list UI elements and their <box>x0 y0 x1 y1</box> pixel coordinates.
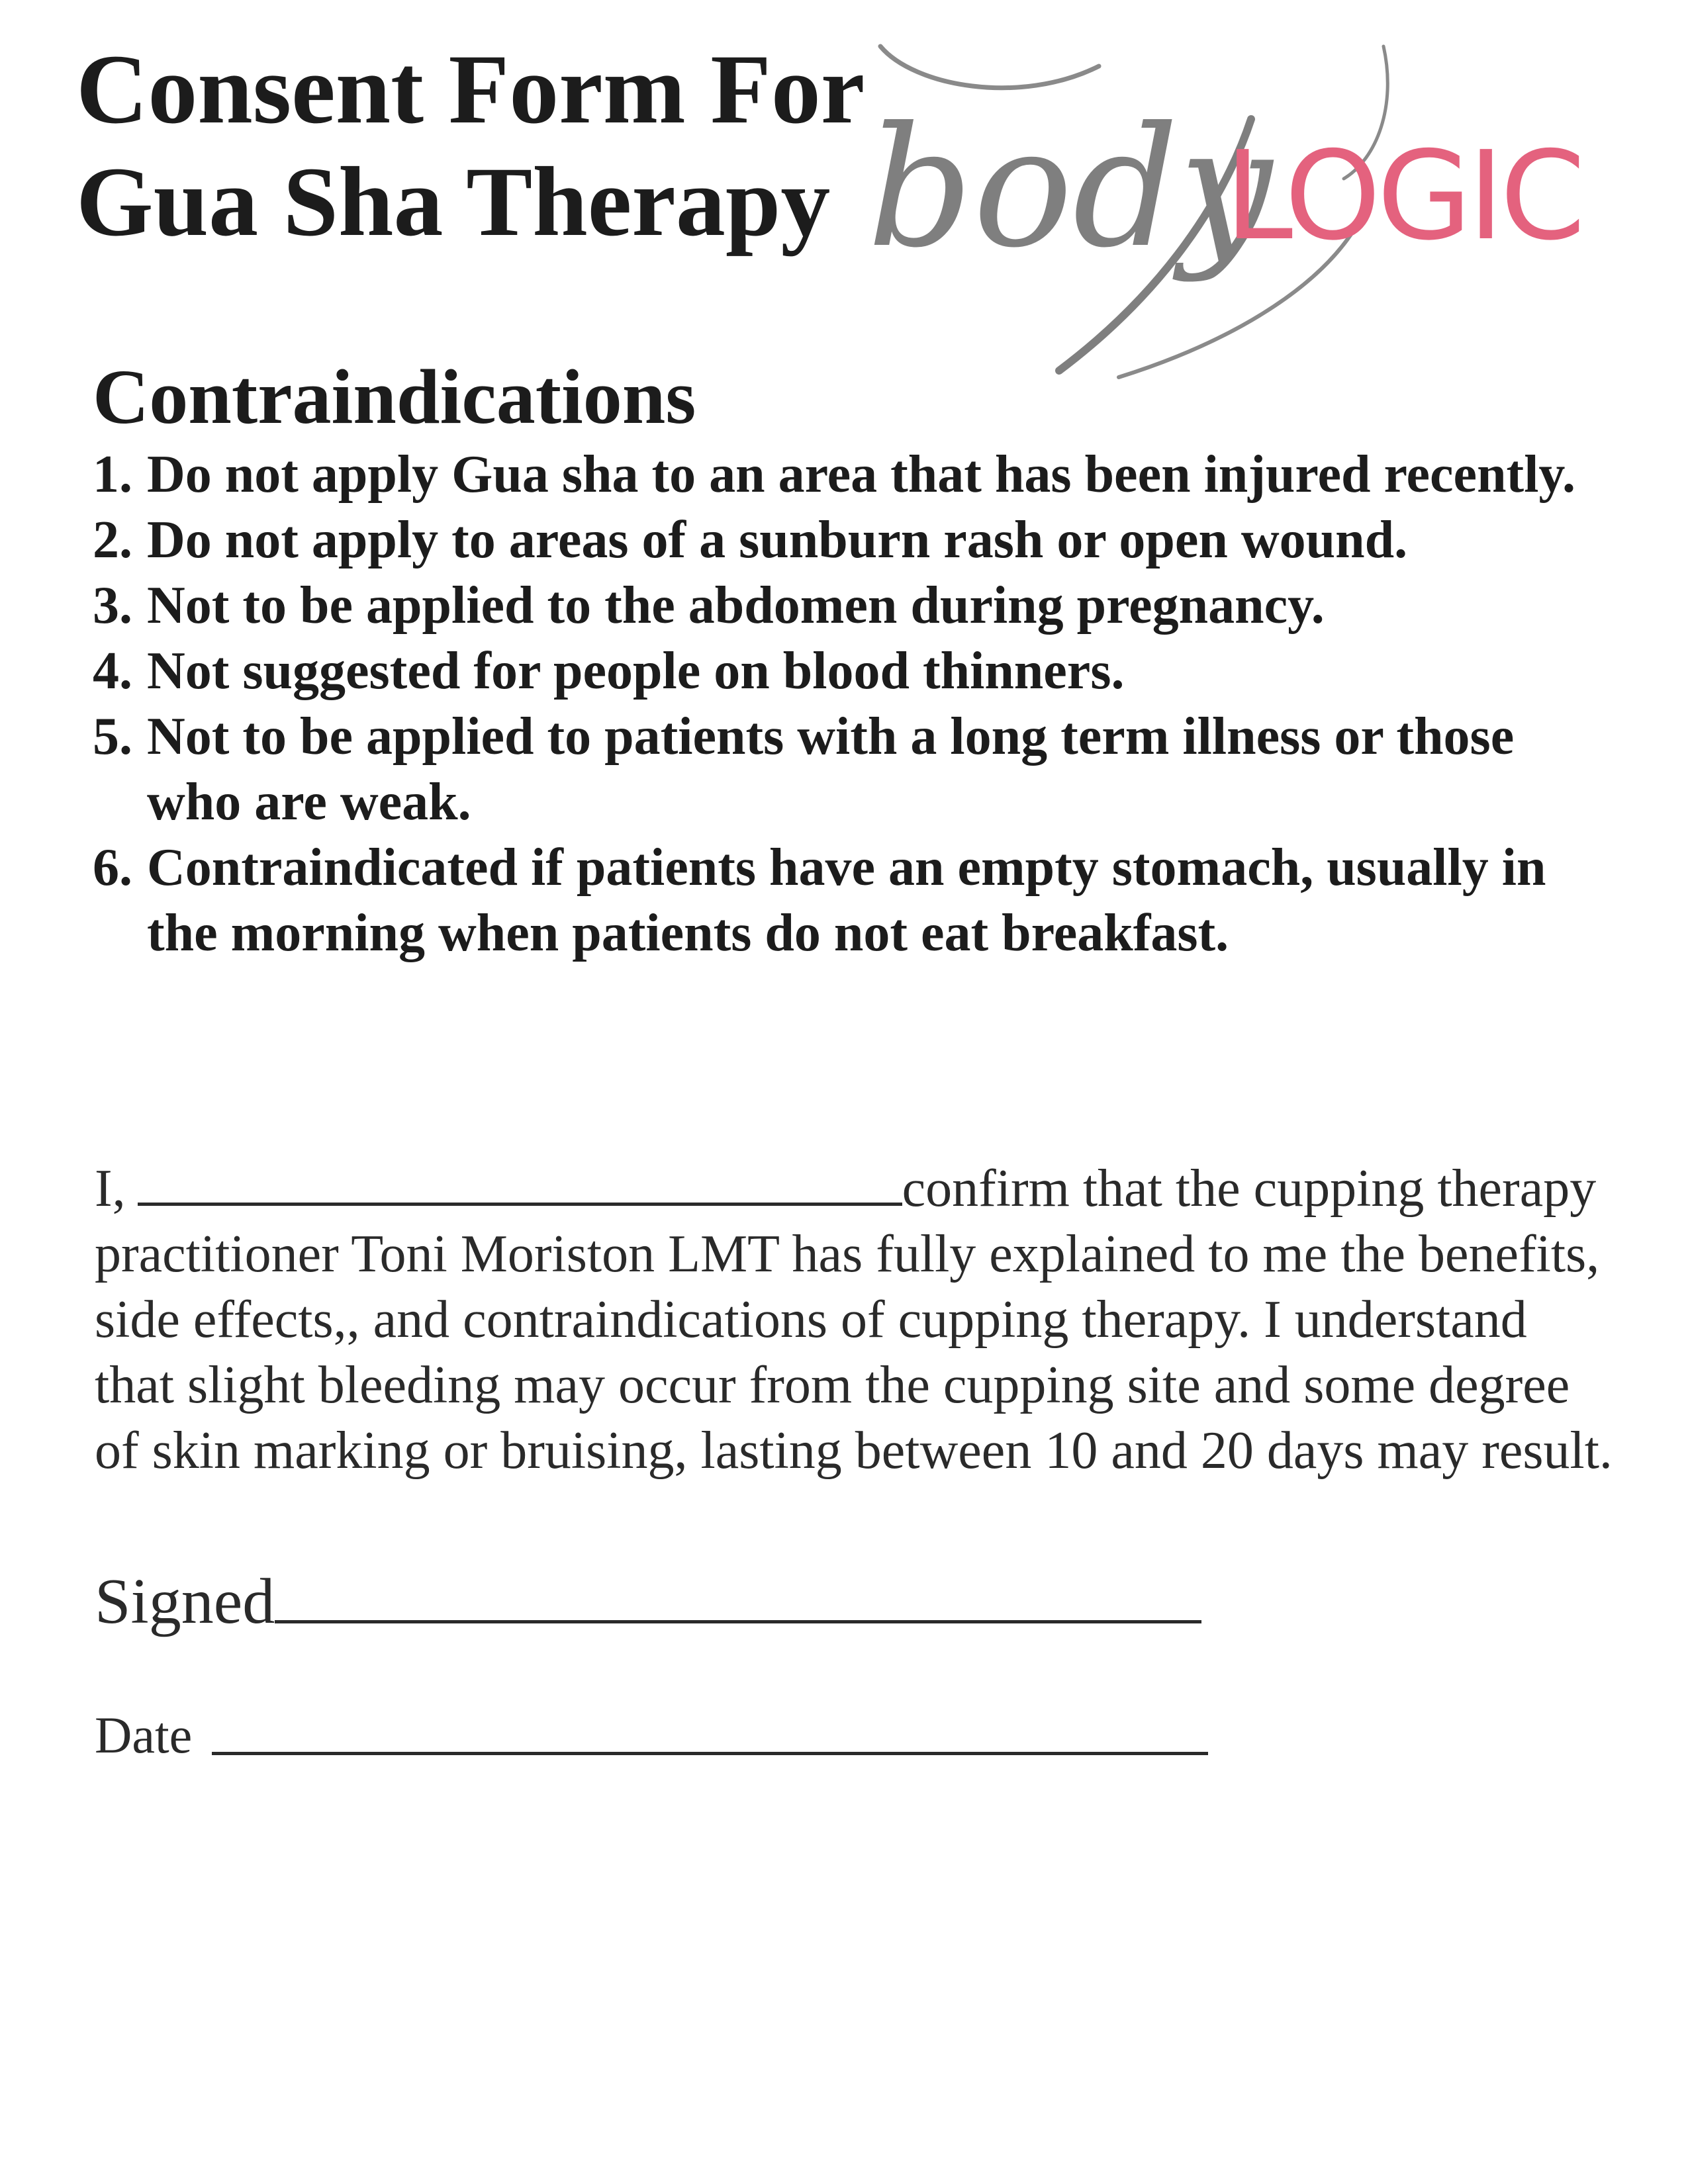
consent-line-3: side effects,, and contraindications of cupping therapy. I understand <box>95 1291 1527 1349</box>
list-item-text: Contraindicated if patients have an empty stomach, usually in the morning when patients do not eat breakfast. <box>147 839 1546 962</box>
list-item <box>93 639 1615 704</box>
signature-field[interactable] <box>275 1620 1201 1623</box>
list-item <box>93 573 1615 639</box>
consent-statement <box>95 1155 1683 1484</box>
logo-body-text: body <box>867 91 1272 284</box>
list-item-number: 4. <box>93 642 132 700</box>
date-field[interactable] <box>212 1752 1208 1755</box>
bodylogic-logo <box>854 26 1648 384</box>
list-item-text: Not suggested for people on blood thinners. <box>147 642 1125 700</box>
logo-swash <box>880 46 1099 88</box>
date-label: Date <box>95 1706 193 1764</box>
patient-name-field[interactable] <box>138 1155 902 1206</box>
list-item-number: 1. <box>93 445 132 504</box>
logo-logic-text: LOGIC <box>1225 124 1582 267</box>
list-item-text: Do not apply to areas of a sunburn rash or open wound. <box>147 511 1408 569</box>
consent-line-1-suffix: confirm that the cupping therapy <box>902 1160 1597 1218</box>
list-item <box>93 508 1615 573</box>
list-item <box>93 835 1615 966</box>
page-title <box>76 33 865 258</box>
list-item-text: Not to be applied to the abdomen during pregnancy. <box>147 576 1325 635</box>
list-item-text: Not to be applied to patients with a long term illness or those who are weak. <box>147 707 1515 831</box>
consent-line-2: practitioner Toni Moriston LMT has fully explained to me the benefits, <box>95 1225 1600 1283</box>
list-item-number: 2. <box>93 511 132 569</box>
title-line-2: Gua Sha Therapy <box>76 147 831 257</box>
date-row <box>95 1694 1208 1767</box>
list-item-number: 5. <box>93 707 132 766</box>
title-line-1: Consent Form For <box>76 34 865 144</box>
list-item <box>93 704 1615 835</box>
consent-line-1 <box>95 1155 1683 1222</box>
list-item-number: 3. <box>93 576 132 635</box>
signed-label: Signed <box>95 1566 275 1637</box>
consent-line-4: that slight bleeding may occur from the cupping site and some degree <box>95 1356 1570 1414</box>
contraindications-list <box>93 442 1615 966</box>
contraindications-heading: Contraindications <box>93 353 696 440</box>
consent-prefix: I, <box>95 1160 126 1218</box>
list-item <box>93 442 1615 508</box>
list-item-number: 6. <box>93 839 132 897</box>
consent-line-5: of skin marking or bruising, lasting between 10 and 20 days may result. <box>95 1422 1613 1480</box>
signature-row <box>95 1552 1201 1638</box>
list-item-text: Do not apply Gua sha to an area that has been injured recently. <box>147 445 1576 504</box>
